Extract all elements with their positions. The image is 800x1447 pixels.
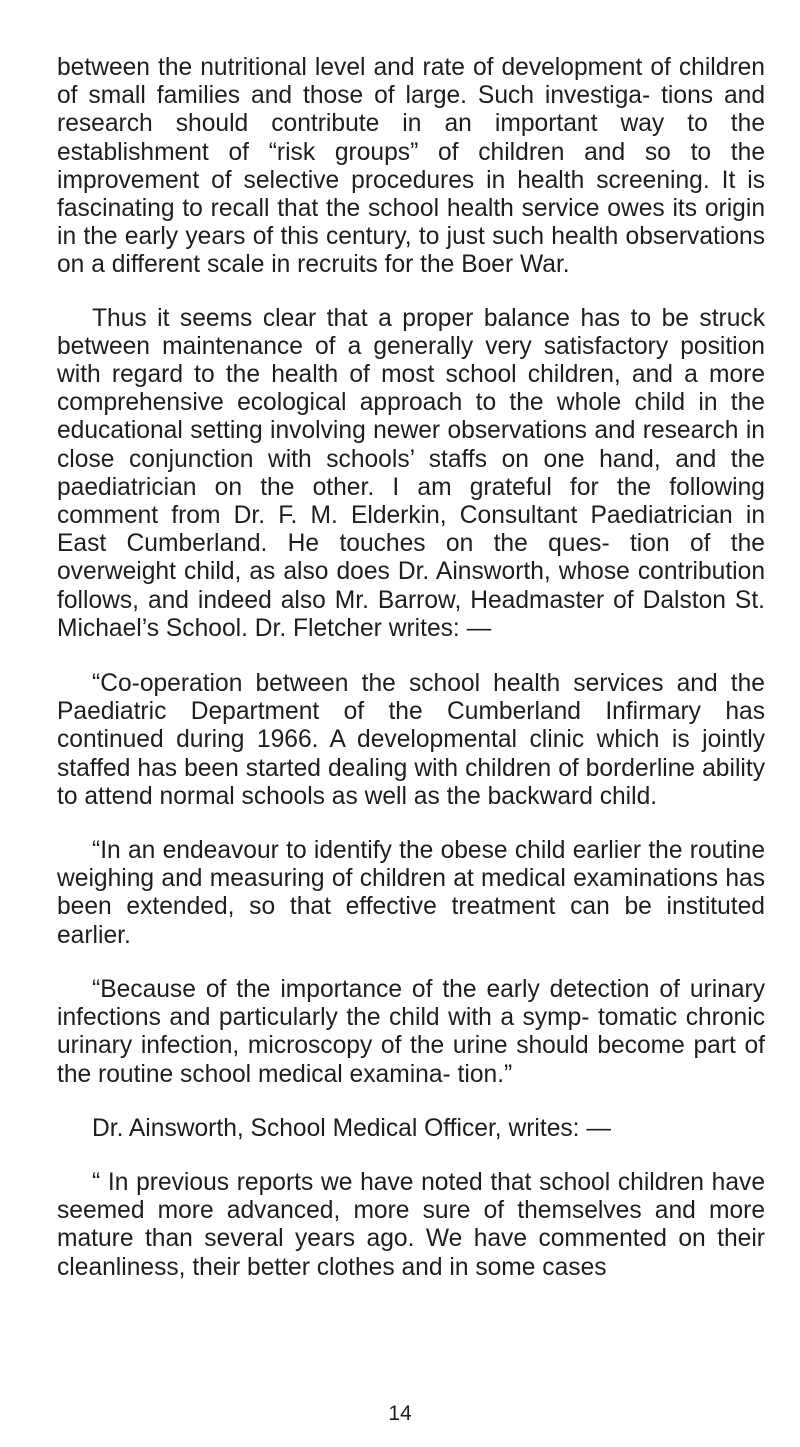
- paragraph-2: Thus it seems clear that a proper balance has to be struck between maintenance of a generally very satisfactory position with regard to the health of most school children, and a more comprehensive ecological approach to the whole child in the educational setting involving newer observations and research in close conjunction with schools’ staffs on one hand, and the paediatrician on the other. I am grateful for the following comment from Dr. F. M. Elderkin, Consultant Paediatrician in East Cumberland. He touches on the ques- tion of the overweight child, as also does Dr. Ainsworth, whose contribution follows, and indeed also Mr. Barrow, Headmaster of Dalston St. Michael’s School. Dr. Fletcher writes: —: [57, 304, 765, 642]
- paragraph-4-quote: “In an endeavour to identify the obese child earlier the routine weighing and measuring of children at medical examinations has been extended, so that effective treatment can be instituted earlier.: [57, 837, 765, 949]
- document-body: [57, 54, 765, 1282]
- page-number: 14: [388, 1402, 412, 1425]
- paragraph-3-quote: “Co-operation between the school health services and the Paediatric Department of the Cumberland Infirmary has continued during 1966. A developmental clinic which is jointly staffed has been started dealing with children of borderline ability to attend normal schools as well as the backward child.: [57, 670, 765, 810]
- paragraph-6: Dr. Ainsworth, School Medical Officer, writes: —: [92, 1114, 611, 1142]
- paragraph-7-quote: “ In previous reports we have noted that school children have seemed more advanced, more sure of themselves and more mature than several years ago. We have commented on their cleanliness, their better clothes and in some cases: [57, 1168, 765, 1281]
- paragraph-1: between the nutritional level and rate of development of children of small families and those of large. Such investiga- tions and research should contribute in an important way to the establishment of “risk groups” of children and so to the improvement of selective procedures in health screening. It is fascinating to recall that the school health service owes its origin in the early years of this century, to just such health observations on a different scale in recruits for the Boer War.: [57, 54, 765, 279]
- paragraph-5-quote: “Because of the importance of the early detection of urinary infections and particularly the child with a symp- tomatic chronic urinary infection, microscopy of the urine should become part of the routine school medical examina- tion.”: [57, 975, 765, 1088]
